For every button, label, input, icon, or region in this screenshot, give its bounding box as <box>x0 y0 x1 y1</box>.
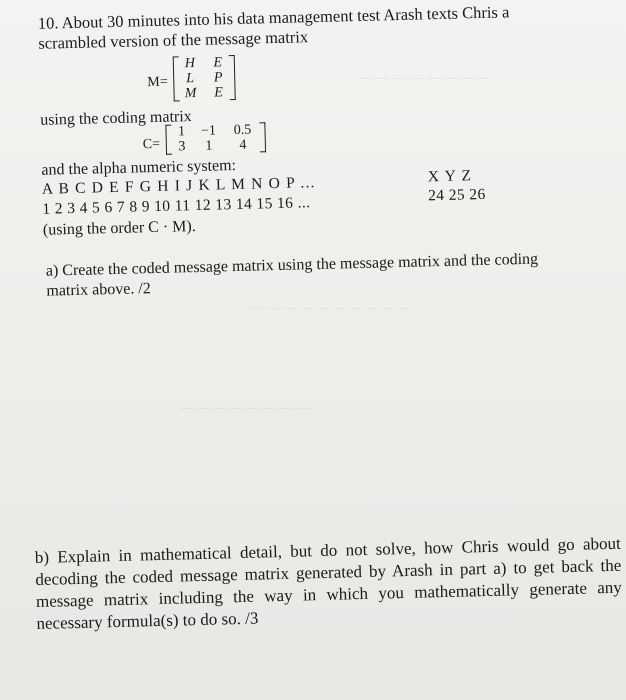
matrix-cell: 1 <box>205 138 213 154</box>
question-title-line-1: 10. About 30 minutes into his data management test Arash texts Chris a <box>37 2 510 33</box>
alphabet-letters: A B C D E F G H I J K L M N O P ... <box>41 174 316 198</box>
matrix-cell: 1 <box>177 124 186 140</box>
matrix-cell: 4 <box>239 137 247 153</box>
alpha-intro: and the alpha numeric system: <box>41 157 237 179</box>
alphabet-numbers-end: 24 25 26 <box>427 185 486 205</box>
matrix-cell: M <box>184 85 197 102</box>
question-title-line-2: scrambled version of the message matrix <box>38 27 309 53</box>
right-bracket <box>259 122 266 152</box>
matrix-cell: E <box>214 85 224 101</box>
matrix-cell: E <box>213 55 223 71</box>
coding-matrix <box>165 122 266 154</box>
bleed-through-text: — — — — — — — — — — <box>250 300 413 315</box>
matrix-cell: −1 <box>200 123 217 139</box>
alphabet-letters-end: X Y Z <box>427 167 473 186</box>
matrix-cell: 0.5 <box>233 122 252 139</box>
alphabet-numbers: 1 2 3 4 5 6 7 8 9 10 11 12 13 14 15 16 ... <box>42 194 311 218</box>
matrix-cell: P <box>213 70 223 86</box>
matrix-cell: H <box>184 55 196 72</box>
bleed-through-text: — — — — — — — — <box>180 400 310 415</box>
coding-matrix-label: C= <box>142 136 161 153</box>
message-matrix-label: M= <box>147 74 168 91</box>
bleed-through-text: — — — — — — — — <box>360 70 490 85</box>
coding-matrix-grid <box>171 122 260 154</box>
order-note: (using the order C · M). <box>42 218 196 239</box>
message-matrix-grid <box>179 55 230 101</box>
matrix-cell: L <box>186 71 195 87</box>
part-b-prompt: b) Explain in mathematical detail, but do not solve, how Chris would go about decoding the coded message matrix generated by Arash in part a) to get back the message matrix including the way in which you mathematically generate any necessary formula(s) to do so. /3 <box>34 533 623 634</box>
part-a-prompt: a) Create the coded message matrix using the message matrix and the coding matrix above. /2 <box>45 250 539 300</box>
matrix-cell: 3 <box>178 139 186 155</box>
right-bracket <box>229 55 236 100</box>
message-matrix <box>173 55 236 102</box>
coding-line: using the coding matrix <box>40 108 192 129</box>
